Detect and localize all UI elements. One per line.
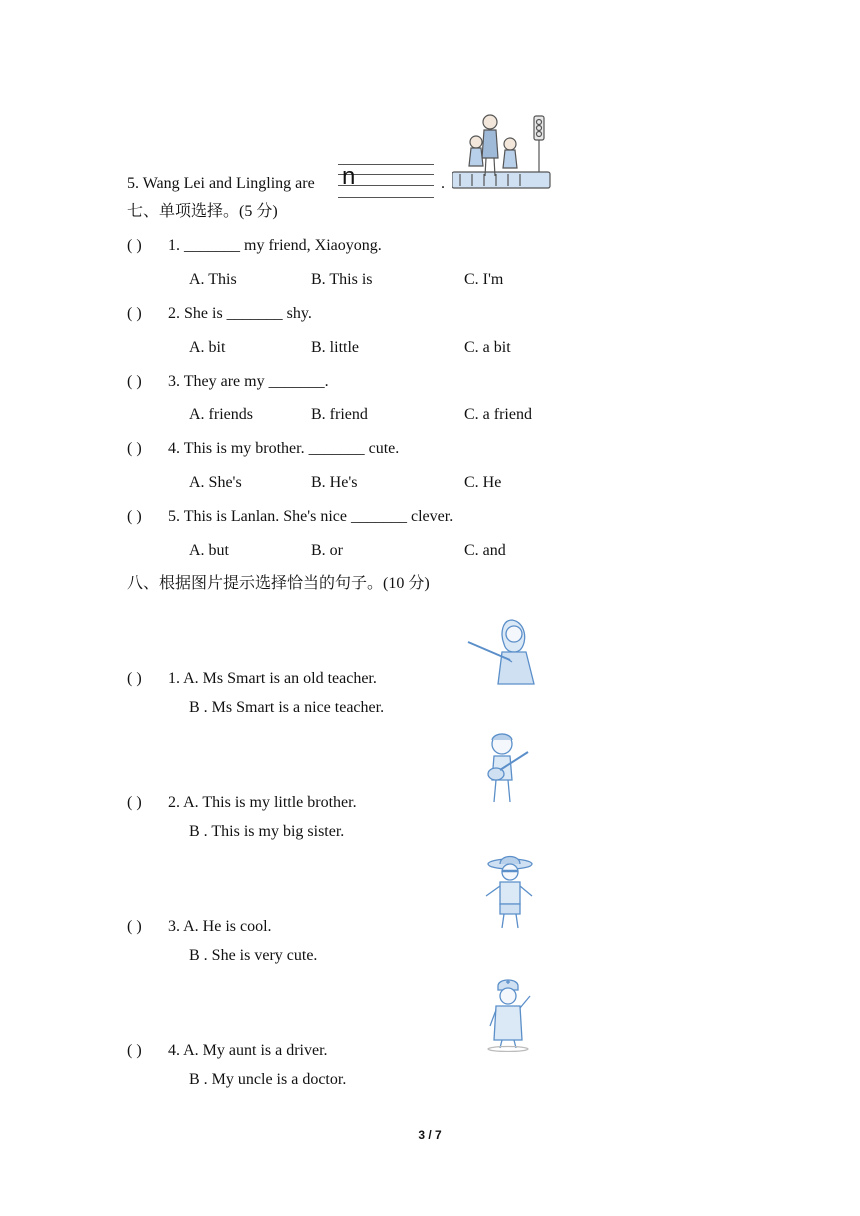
option-c: C. a bit — [464, 339, 511, 356]
question-stem: 2. She is _______ shy. — [168, 305, 312, 322]
option-b-sentence: B . My uncle is a doctor. — [189, 1071, 347, 1088]
page-number: 3 / 7 — [418, 1128, 442, 1142]
answer-paren: ( ) — [127, 305, 142, 322]
answer-paren: ( ) — [127, 440, 142, 457]
answer-paren: ( ) — [127, 237, 142, 254]
option-c: C. He — [464, 474, 502, 491]
crosswalk-illustration — [452, 110, 552, 192]
option-a-sentence: 1. A. Ms Smart is an old teacher. — [168, 670, 377, 687]
question-stem: 5. This is Lanlan. She's nice _______ clever. — [168, 508, 454, 525]
option-c: C. and — [464, 542, 506, 559]
option-c: C. a friend — [464, 406, 532, 423]
question-stem: 4. This is my brother. _______ cute. — [168, 440, 400, 457]
option-a: A. friends — [189, 406, 253, 423]
question-stem: 1. _______ my friend, Xiaoyong. — [168, 237, 382, 254]
answer-paren: ( ) — [127, 670, 142, 687]
option-a: A. This — [189, 271, 237, 288]
teacher-illustration — [466, 612, 546, 686]
option-b: B. little — [311, 339, 359, 356]
option-a-sentence: 4. A. My aunt is a driver. — [168, 1042, 328, 1059]
answer-paren: ( ) — [127, 918, 142, 935]
q5-text: 5. Wang Lei and Lingling are — [127, 175, 315, 192]
boy-hat-illustration — [480, 852, 538, 932]
option-a-sentence: 3. A. He is cool. — [168, 918, 272, 935]
answer-paren: ( ) — [127, 1042, 142, 1059]
option-b: B. He's — [311, 474, 358, 491]
q5-period: . — [441, 175, 445, 192]
option-b: B. friend — [311, 406, 368, 423]
answer-paren: ( ) — [127, 373, 142, 390]
section-8-heading: 八、根据图片提示选择恰当的句子。(10 分) — [127, 575, 430, 592]
handwritten-answer: n — [342, 163, 356, 190]
option-b: B. This is — [311, 271, 373, 288]
option-b-sentence: B . Ms Smart is a nice teacher. — [189, 699, 385, 716]
option-a-sentence: 2. A. This is my little brother. — [168, 794, 357, 811]
section-7-heading: 七、单项选择。(5 分) — [127, 203, 278, 220]
option-a: A. but — [189, 542, 229, 559]
option-b-sentence: B . She is very cute. — [189, 947, 318, 964]
question-stem: 3. They are my _______. — [168, 373, 329, 390]
option-a: A. She's — [189, 474, 242, 491]
answer-paren: ( ) — [127, 794, 142, 811]
doctor-illustration — [484, 978, 534, 1052]
boy-guitar-illustration — [480, 730, 536, 806]
option-b: B. or — [311, 542, 343, 559]
answer-paren: ( ) — [127, 508, 142, 525]
option-b-sentence: B . This is my big sister. — [189, 823, 345, 840]
option-a: A. bit — [189, 339, 226, 356]
option-c: C. I'm — [464, 271, 504, 288]
